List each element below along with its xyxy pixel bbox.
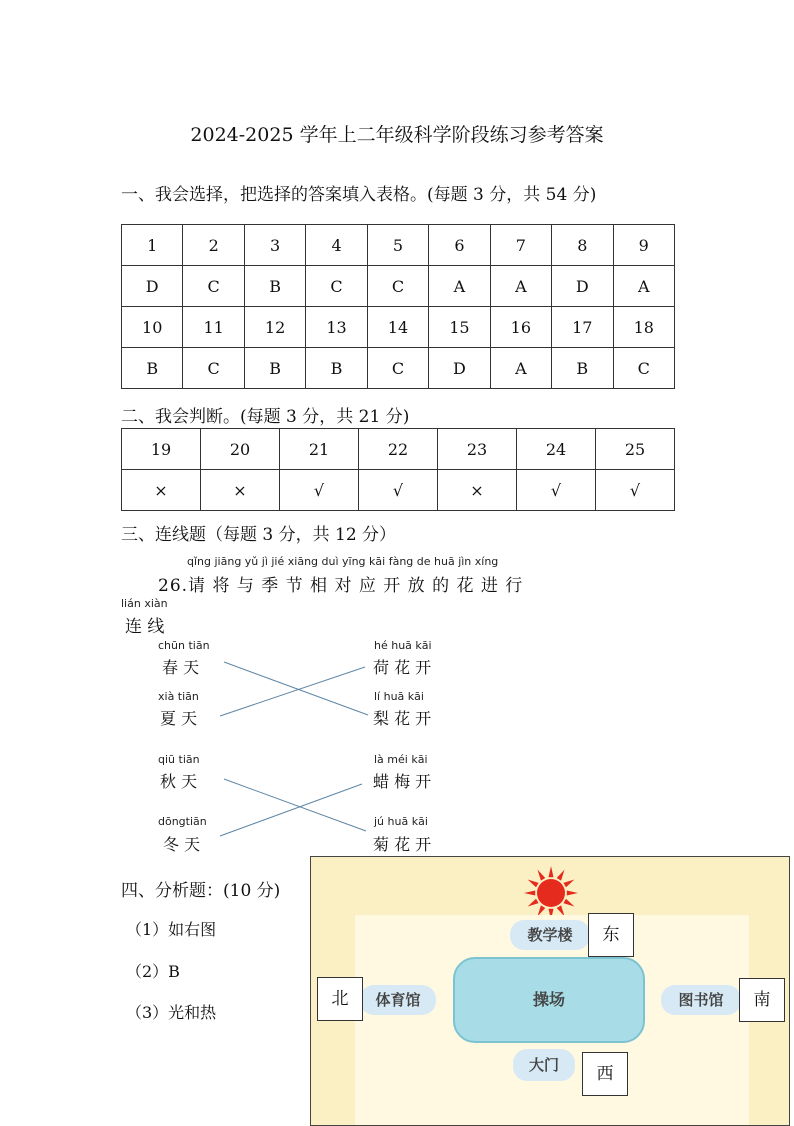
choice-table-cell: A (490, 266, 551, 307)
winter-label: 冬 天 (163, 835, 201, 854)
question-text-2: 连 线 (125, 617, 165, 637)
choice-table-cell: A (490, 348, 551, 389)
choice-table-cell: 18 (613, 307, 675, 348)
judge-table-cell: × (201, 470, 280, 511)
east-box: 东 (588, 913, 634, 957)
chrysanthemum-pinyin: jú huā kāi (374, 815, 428, 828)
choice-table-cell: D (552, 266, 613, 307)
judge-table-cell: 24 (517, 429, 596, 470)
sun-ray (563, 880, 574, 888)
page-title: 2024-2025 学年上二年级科学阶段练习参考答案 (190, 124, 604, 146)
wintersweet-pinyin: là méi kāi (374, 753, 428, 766)
choice-table-cell: 7 (490, 225, 551, 266)
judge-table-cell: 22 (359, 429, 438, 470)
question-pinyin-2: lián xiàn (121, 597, 168, 610)
west-box: 西 (582, 1052, 628, 1096)
choice-table-cell: 6 (429, 225, 490, 266)
choice-table-cell: C (367, 266, 428, 307)
autumn-label: 秋 天 (160, 772, 198, 791)
judge-table-cell: 20 (201, 429, 280, 470)
judge-table-cell: √ (359, 470, 438, 511)
teaching-building-label: 教学楼 (510, 920, 590, 950)
sun-ray (524, 891, 535, 896)
choice-table-cell: 10 (122, 307, 183, 348)
line-summer-lotus (220, 667, 365, 716)
answer-3: （3）光和热 (126, 1003, 217, 1022)
choice-table-cell: B (552, 348, 613, 389)
choice-table-cell: 16 (490, 307, 551, 348)
choice-table-cell: C (306, 266, 367, 307)
choice-table-cell: 4 (306, 225, 367, 266)
spring-pinyin: chūn tiān (158, 639, 210, 652)
judge-table-cell: 19 (122, 429, 201, 470)
choice-table-cell: C (367, 348, 428, 389)
campus-area (355, 915, 749, 1125)
answer-2: （2）B (126, 962, 180, 981)
section1-heading: 一、我会选择，把选择的答案填入表格。(每题 3 分，共 54 分) (121, 185, 597, 205)
choice-table-cell: 14 (367, 307, 428, 348)
choice-table-cell: C (183, 348, 244, 389)
choice-table-cell: 17 (552, 307, 613, 348)
choice-table-cell: 15 (429, 307, 490, 348)
campus-diagram (310, 856, 790, 1126)
answer-1: （1）如右图 (126, 920, 217, 939)
choice-table-cell: 11 (183, 307, 244, 348)
sun-ray (549, 866, 554, 877)
summer-label: 夏 天 (160, 709, 198, 728)
line-winter-wintersweet (220, 784, 362, 836)
question-text: 26.请 将 与 季 节 相 对 应 开 放 的 花 进 行 (158, 576, 524, 596)
sun-ray (528, 899, 539, 907)
section3-heading: 三、连线题（每题 3 分，共 12 分） (121, 525, 397, 545)
library-label: 图书馆 (661, 985, 741, 1015)
choice-table-cell: 12 (244, 307, 305, 348)
choice-table-cell: C (183, 266, 244, 307)
judge-table-cell: 21 (280, 429, 359, 470)
choice-table-cell: B (122, 348, 183, 389)
choice-table-cell: B (306, 348, 367, 389)
question-pinyin: qǐng jiāng yǔ jì jié xiāng duì yīng kāi fàng de huā jìn xíng (187, 555, 499, 568)
sun-ray (538, 870, 546, 881)
judge-table-cell: × (122, 470, 201, 511)
choice-table-cell: 3 (244, 225, 305, 266)
section4-heading: 四、分析题：(10 分) (121, 881, 281, 901)
lotus-label: 荷 花 开 (373, 658, 432, 677)
autumn-pinyin: qiū tiān (158, 753, 200, 766)
choice-table-cell: A (429, 266, 490, 307)
wintersweet-label: 蜡 梅 开 (373, 772, 432, 791)
sun-ray (528, 880, 539, 888)
line-autumn-chrysanthemum (224, 779, 366, 831)
sun-ray (563, 899, 574, 907)
choice-table-cell: C (613, 348, 675, 389)
judge-table-cell: √ (280, 470, 359, 511)
winter-pinyin: dōngtiān (158, 815, 207, 828)
choice-table-cell: B (244, 348, 305, 389)
north-box: 北 (317, 977, 363, 1021)
sun-icon (521, 865, 581, 921)
judge-table-cell: √ (596, 470, 675, 511)
choice-table-cell: 2 (183, 225, 244, 266)
choice-table-cell: B (244, 266, 305, 307)
summer-pinyin: xià tiān (158, 690, 199, 703)
judge-table-cell: 23 (438, 429, 517, 470)
pear-label: 梨 花 开 (373, 709, 432, 728)
judge-table-cell: √ (517, 470, 596, 511)
judge-table-cell: 25 (596, 429, 675, 470)
lotus-pinyin: hé huā kāi (374, 639, 432, 652)
playground-label: 操场 (453, 957, 645, 1043)
choice-table-cell: D (429, 348, 490, 389)
sun-ray (567, 891, 578, 896)
gym-label: 体育馆 (360, 985, 436, 1015)
south-box: 南 (739, 978, 785, 1022)
choice-table-cell: 13 (306, 307, 367, 348)
pear-pinyin: lí huā kāi (374, 690, 424, 703)
chrysanthemum-label: 菊 花 开 (373, 835, 432, 854)
spring-label: 春 天 (162, 658, 200, 677)
judge-table-cell: × (438, 470, 517, 511)
choice-table-cell: A (613, 266, 675, 307)
sun-ray (557, 870, 565, 881)
choice-table-cell: 1 (122, 225, 183, 266)
choice-table-cell: 8 (552, 225, 613, 266)
choice-table-cell: 5 (367, 225, 428, 266)
section2-heading: 二、我会判断。(每题 3 分，共 21 分) (121, 407, 410, 427)
choice-table-cell: 9 (613, 225, 675, 266)
choice-table-cell: D (122, 266, 183, 307)
gate-label: 大门 (513, 1049, 575, 1081)
